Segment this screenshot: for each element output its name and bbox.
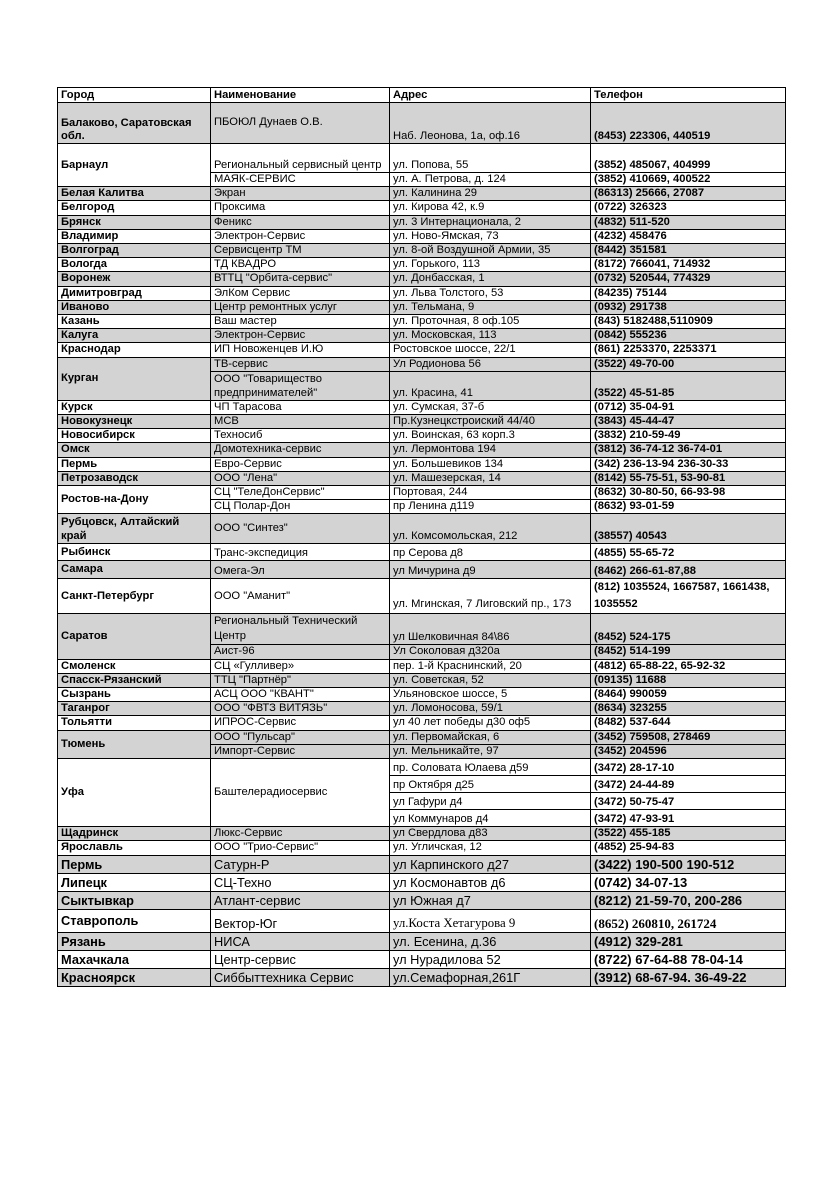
address-cell: ул. 8-ой Воздушной Армии, 35	[390, 244, 591, 258]
address-cell: Ул Соколовая д320а	[390, 645, 591, 659]
phone-cell: (0732) 520544, 774329	[591, 272, 786, 286]
phone-cell: (342) 236-13-94 236-30-33	[591, 457, 786, 471]
table-row	[58, 932, 786, 950]
city-cell: Тольятти	[58, 716, 211, 730]
phone-cell: (8722) 67-64-88 78-04-14	[591, 950, 786, 968]
table-row	[58, 544, 786, 561]
address-cell: ул Мичурина д9	[390, 561, 591, 579]
city-cell: Сыктывкар	[58, 891, 211, 909]
name-cell: ЭлКом Сервис	[211, 286, 390, 300]
name-cell: ООО "Пульсар"	[211, 730, 390, 744]
phone-cell: (0842) 555236	[591, 329, 786, 343]
phone-cell: (0712) 35-04-91	[591, 400, 786, 414]
city-cell: Ставрополь	[58, 909, 211, 932]
table-row	[58, 201, 786, 215]
name-cell: Сиббыттехника Сервис	[211, 968, 390, 986]
phone-cell: (8462) 266-61-87,88	[591, 561, 786, 579]
address-cell: ул. 3 Интернационала, 2	[390, 215, 591, 229]
table-row	[58, 400, 786, 414]
city-cell: Липецк	[58, 873, 211, 891]
city-cell: Уфа	[58, 759, 211, 827]
name-cell: ТТЦ "Партнёр"	[211, 673, 390, 687]
name-cell: Омега-Эл	[211, 561, 390, 579]
table-row	[58, 272, 786, 286]
address-cell: Ростовское шоссе, 22/1	[390, 343, 591, 357]
city-cell: Казань	[58, 315, 211, 329]
name-cell: Региональный Технический Центр	[211, 614, 390, 645]
table-row	[58, 215, 786, 229]
name-cell: Феникс	[211, 215, 390, 229]
address-cell: ул. Советская, 52	[390, 673, 591, 687]
address-cell: ул. Машезерская, 14	[390, 471, 591, 485]
phone-cell: (812) 1035524, 1667587, 1661438, 1035552	[591, 579, 786, 614]
header-name: Наименование	[211, 88, 390, 103]
name-cell: МСВ	[211, 415, 390, 429]
table-row	[58, 457, 786, 471]
phone-cell: (0722) 326323	[591, 201, 786, 215]
name-cell: Проксима	[211, 201, 390, 215]
city-cell: Тюмень	[58, 730, 211, 758]
city-cell: Омск	[58, 443, 211, 457]
name-cell: ВТТЦ "Орбита-сервис"	[211, 272, 390, 286]
city-cell: Смоленск	[58, 659, 211, 673]
address-cell: ул. Проточная, 8 оф.105	[390, 315, 591, 329]
address-cell: ул. Воинская, 63 корп.3	[390, 429, 591, 443]
table-row	[58, 315, 786, 329]
name-cell: Атлант-сервис	[211, 891, 390, 909]
phone-cell: (8212) 21-59-70, 200-286	[591, 891, 786, 909]
city-cell: Рязань	[58, 932, 211, 950]
name-cell: Вектор-Юг	[211, 909, 390, 932]
phone-cell: (3422) 190-500 190-512	[591, 855, 786, 873]
name-cell: АСЦ ООО "КВАНТ"	[211, 688, 390, 702]
city-cell: Спасск-Рязанский	[58, 673, 211, 687]
table-row	[58, 443, 786, 457]
table-row	[58, 659, 786, 673]
table-row	[58, 841, 786, 855]
phone-cell: (3522) 455-185	[591, 827, 786, 841]
city-cell: Новосибирск	[58, 429, 211, 443]
table-row	[58, 688, 786, 702]
city-cell: Саратов	[58, 614, 211, 659]
city-cell: Балаково, Саратовская обл.	[58, 103, 211, 144]
city-cell: Калуга	[58, 329, 211, 343]
address-cell: ул. А. Петрова, д. 124	[390, 173, 591, 187]
city-cell: Димитровград	[58, 286, 211, 300]
name-cell: Экран	[211, 187, 390, 201]
phone-cell: (3852) 410669, 400522	[591, 173, 786, 187]
phone-cell: (8482) 537-644	[591, 716, 786, 730]
table-row	[58, 343, 786, 357]
address-cell: ул. Льва Толстого, 53	[390, 286, 591, 300]
city-cell: Вологда	[58, 258, 211, 272]
table-row	[58, 144, 786, 173]
address-cell: ул. Московская, 113	[390, 329, 591, 343]
address-cell: ул. Сумская, 37-б	[390, 400, 591, 414]
phone-cell: (8464) 990059	[591, 688, 786, 702]
table-row	[58, 716, 786, 730]
table-row	[58, 950, 786, 968]
table-row	[58, 514, 786, 544]
address-cell: пр Октября д25	[390, 776, 591, 793]
phone-cell: (09135) 11688	[591, 673, 786, 687]
name-cell: Транс-экспедиция	[211, 544, 390, 561]
table-row	[58, 286, 786, 300]
table-row	[58, 429, 786, 443]
address-cell: ул Свердлова д83	[390, 827, 591, 841]
table-row	[58, 300, 786, 314]
table-row	[58, 614, 786, 645]
address-cell: пер. 1-й Краснинский, 20	[390, 659, 591, 673]
phone-cell: (3912) 68-67-94. 36-49-22	[591, 968, 786, 986]
city-cell: Иваново	[58, 300, 211, 314]
address-cell: ул.Коста Хетагурова 9	[390, 909, 591, 932]
table-row	[58, 579, 786, 614]
city-cell: Махачкала	[58, 950, 211, 968]
table-row	[58, 891, 786, 909]
address-cell: ул. Ломоносова, 59/1	[390, 702, 591, 716]
address-cell: Портовая, 244	[390, 486, 591, 500]
name-cell: Сатурн-Р	[211, 855, 390, 873]
city-cell: Волгоград	[58, 244, 211, 258]
address-cell: Пр.Кузнецкстроиский 44/40	[390, 415, 591, 429]
table-row	[58, 187, 786, 201]
phone-cell: (8452) 524-175	[591, 614, 786, 645]
name-cell: Центр ремонтных услуг	[211, 300, 390, 314]
address-cell: ул. Лермонтова 194	[390, 443, 591, 457]
phone-cell: (8632) 93-01-59	[591, 500, 786, 514]
phone-cell: (4852) 25-94-83	[591, 841, 786, 855]
name-cell: СЦ "ТелеДонСервис"	[211, 486, 390, 500]
name-cell: ООО "Аманит"	[211, 579, 390, 614]
table-row	[58, 471, 786, 485]
address-cell: пр. Соловата Юлаева д59	[390, 759, 591, 776]
address-cell: ул. Красина, 41	[390, 371, 591, 400]
address-cell: ул. Попова, 55	[390, 144, 591, 173]
name-cell: ООО "Синтез"	[211, 514, 390, 544]
address-cell: ул Коммунаров д4	[390, 810, 591, 827]
address-cell: ул Гафури д4	[390, 793, 591, 810]
phone-cell: (3472) 47-93-91	[591, 810, 786, 827]
city-cell: Барнаул	[58, 144, 211, 187]
name-cell: Импорт-Сервис	[211, 744, 390, 758]
city-cell: Краснодар	[58, 343, 211, 357]
phone-cell: (8172) 766041, 714932	[591, 258, 786, 272]
name-cell: МАЯК-СЕРВИС	[211, 173, 390, 187]
phone-cell: (8453) 223306, 440519	[591, 103, 786, 144]
name-cell: Баштелерадиосервис	[211, 759, 390, 827]
table-row	[58, 873, 786, 891]
phone-cell: (3452) 204596	[591, 744, 786, 758]
table-row	[58, 244, 786, 258]
name-cell: Центр-сервис	[211, 950, 390, 968]
address-cell: ул. Большевиков 134	[390, 457, 591, 471]
address-cell: ул. Тельмана, 9	[390, 300, 591, 314]
phone-cell: (4912) 329-281	[591, 932, 786, 950]
name-cell: ТВ-сервис	[211, 357, 390, 371]
phone-cell: (8652) 260810, 261724	[591, 909, 786, 932]
phone-cell: (3522) 49-70-00	[591, 357, 786, 371]
address-cell: Ульяновское шоссе, 5	[390, 688, 591, 702]
name-cell: Евро-Сервис	[211, 457, 390, 471]
name-cell: Домотехника-сервис	[211, 443, 390, 457]
phone-cell: (3452) 759508, 278469	[591, 730, 786, 744]
address-cell: Наб. Леонова, 1а, оф.16	[390, 103, 591, 144]
city-cell: Курган	[58, 357, 211, 400]
phone-cell: (4855) 55-65-72	[591, 544, 786, 561]
city-cell: Красноярск	[58, 968, 211, 986]
name-cell: СЦ Полар-Дон	[211, 500, 390, 514]
phone-cell: (8442) 351581	[591, 244, 786, 258]
address-cell: ул.Семафорная,261Г	[390, 968, 591, 986]
table-row	[58, 329, 786, 343]
city-cell: Воронеж	[58, 272, 211, 286]
address-cell: ул. Первомайская, 6	[390, 730, 591, 744]
city-cell: Таганрог	[58, 702, 211, 716]
phone-cell: (0932) 291738	[591, 300, 786, 314]
city-cell: Ростов-на-Дону	[58, 486, 211, 514]
table-row	[58, 415, 786, 429]
name-cell: Люкс-Сервис	[211, 827, 390, 841]
address-cell: Ул Родионова 56	[390, 357, 591, 371]
city-cell: Курск	[58, 400, 211, 414]
name-cell: Сервисцентр ТМ	[211, 244, 390, 258]
phone-cell: (3852) 485067, 404999	[591, 144, 786, 173]
address-cell: ул. Комсомольская, 212	[390, 514, 591, 544]
phone-cell: (84235) 75144	[591, 286, 786, 300]
table-row	[58, 730, 786, 744]
table-row	[58, 229, 786, 243]
phone-cell: (8632) 30-80-50, 66-93-98	[591, 486, 786, 500]
city-cell: Новокузнецк	[58, 415, 211, 429]
address-cell: ул. Горького, 113	[390, 258, 591, 272]
header-address: Адрес	[390, 88, 591, 103]
table-row	[58, 561, 786, 579]
name-cell: ПБОЮЛ Дунаев О.В.	[211, 103, 390, 144]
phone-cell: (3812) 36-74-12 36-74-01	[591, 443, 786, 457]
name-cell: Электрон-Сервис	[211, 329, 390, 343]
table-row	[58, 486, 786, 500]
header-phone: Телефон	[591, 88, 786, 103]
phone-cell: (3472) 24-44-89	[591, 776, 786, 793]
address-cell: ул. Мгинская, 7 Лиговский пр., 173	[390, 579, 591, 614]
name-cell: ЧП Тарасова	[211, 400, 390, 414]
name-cell: СЦ-Техно	[211, 873, 390, 891]
table-row	[58, 702, 786, 716]
city-cell: Пермь	[58, 457, 211, 471]
phone-cell: (4812) 65-88-22, 65-92-32	[591, 659, 786, 673]
table-row	[58, 968, 786, 986]
name-cell: Электрон-Сервис	[211, 229, 390, 243]
city-cell: Владимир	[58, 229, 211, 243]
city-cell: Ярославль	[58, 841, 211, 855]
address-cell: ул Карпинского д27	[390, 855, 591, 873]
address-cell: пр Ленина д119	[390, 500, 591, 514]
address-cell: ул Нурадилова 52	[390, 950, 591, 968]
name-cell: Региональный сервисный центр	[211, 144, 390, 173]
phone-cell: (8452) 514-199	[591, 645, 786, 659]
table-row	[58, 759, 786, 776]
name-cell: Аист-96	[211, 645, 390, 659]
table-header-row	[58, 88, 786, 103]
service-centers-table	[57, 87, 786, 987]
phone-cell: (4832) 511-520	[591, 215, 786, 229]
city-cell: Сызрань	[58, 688, 211, 702]
table-row	[58, 103, 786, 144]
name-cell: ООО "Трио-Сервис"	[211, 841, 390, 855]
city-cell: Санкт-Петербург	[58, 579, 211, 614]
phone-cell: (86313) 25666, 27087	[591, 187, 786, 201]
name-cell: Ваш мастер	[211, 315, 390, 329]
phone-cell: (8142) 55-75-51, 53-90-81	[591, 471, 786, 485]
name-cell: ООО "Лена"	[211, 471, 390, 485]
city-cell: Петрозаводск	[58, 471, 211, 485]
header-city: Город	[58, 88, 211, 103]
address-cell: ул. Калинина 29	[390, 187, 591, 201]
table-row	[58, 827, 786, 841]
address-cell: пр Серова д8	[390, 544, 591, 561]
city-cell: Пермь	[58, 855, 211, 873]
phone-cell: (4232) 458476	[591, 229, 786, 243]
name-cell: ИП Новоженцев И.Ю	[211, 343, 390, 357]
table-row	[58, 357, 786, 371]
name-cell: НИСА	[211, 932, 390, 950]
table-row	[58, 673, 786, 687]
phone-cell: (38557) 40543	[591, 514, 786, 544]
city-cell: Рыбинск	[58, 544, 211, 561]
phone-cell: (3472) 50-75-47	[591, 793, 786, 810]
phone-cell: (3843) 45-44-47	[591, 415, 786, 429]
address-cell: ул 40 лет победы д30 оф5	[390, 716, 591, 730]
phone-cell: (8634) 323255	[591, 702, 786, 716]
phone-cell: (843) 5182488,5110909	[591, 315, 786, 329]
city-cell: Рубцовск, Алтайский край	[58, 514, 211, 544]
city-cell: Белгород	[58, 201, 211, 215]
city-cell: Щадринск	[58, 827, 211, 841]
address-cell: ул. Угличская, 12	[390, 841, 591, 855]
name-cell: ИПРОС-Сервис	[211, 716, 390, 730]
address-cell: ул Космонавтов д6	[390, 873, 591, 891]
name-cell: СЦ «Гулливер»	[211, 659, 390, 673]
address-cell: ул Южная д7	[390, 891, 591, 909]
table-row	[58, 258, 786, 272]
service-centers-sheet	[57, 87, 785, 987]
phone-cell: (0742) 34-07-13	[591, 873, 786, 891]
phone-cell: (3832) 210-59-49	[591, 429, 786, 443]
phone-cell: (861) 2253370, 2253371	[591, 343, 786, 357]
name-cell: ТД КВАДРО	[211, 258, 390, 272]
phone-cell: (3522) 45-51-85	[591, 371, 786, 400]
city-cell: Белая Калитва	[58, 187, 211, 201]
address-cell: ул. Кирова 42, к.9	[390, 201, 591, 215]
address-cell: ул. Ново-Ямская, 73	[390, 229, 591, 243]
address-cell: ул. Мельникайте, 97	[390, 744, 591, 758]
phone-cell: (3472) 28-17-10	[591, 759, 786, 776]
name-cell: ООО "ФВТЗ ВИТЯЗЬ"	[211, 702, 390, 716]
table-row	[58, 855, 786, 873]
name-cell: Техносиб	[211, 429, 390, 443]
city-cell: Брянск	[58, 215, 211, 229]
name-cell: ООО "Товарищество предпринимателей"	[211, 371, 390, 400]
table-row	[58, 909, 786, 932]
address-cell: ул Шелковичная 84\86	[390, 614, 591, 645]
address-cell: ул. Донбасская, 1	[390, 272, 591, 286]
address-cell: ул. Есенина, д.36	[390, 932, 591, 950]
city-cell: Самара	[58, 561, 211, 579]
